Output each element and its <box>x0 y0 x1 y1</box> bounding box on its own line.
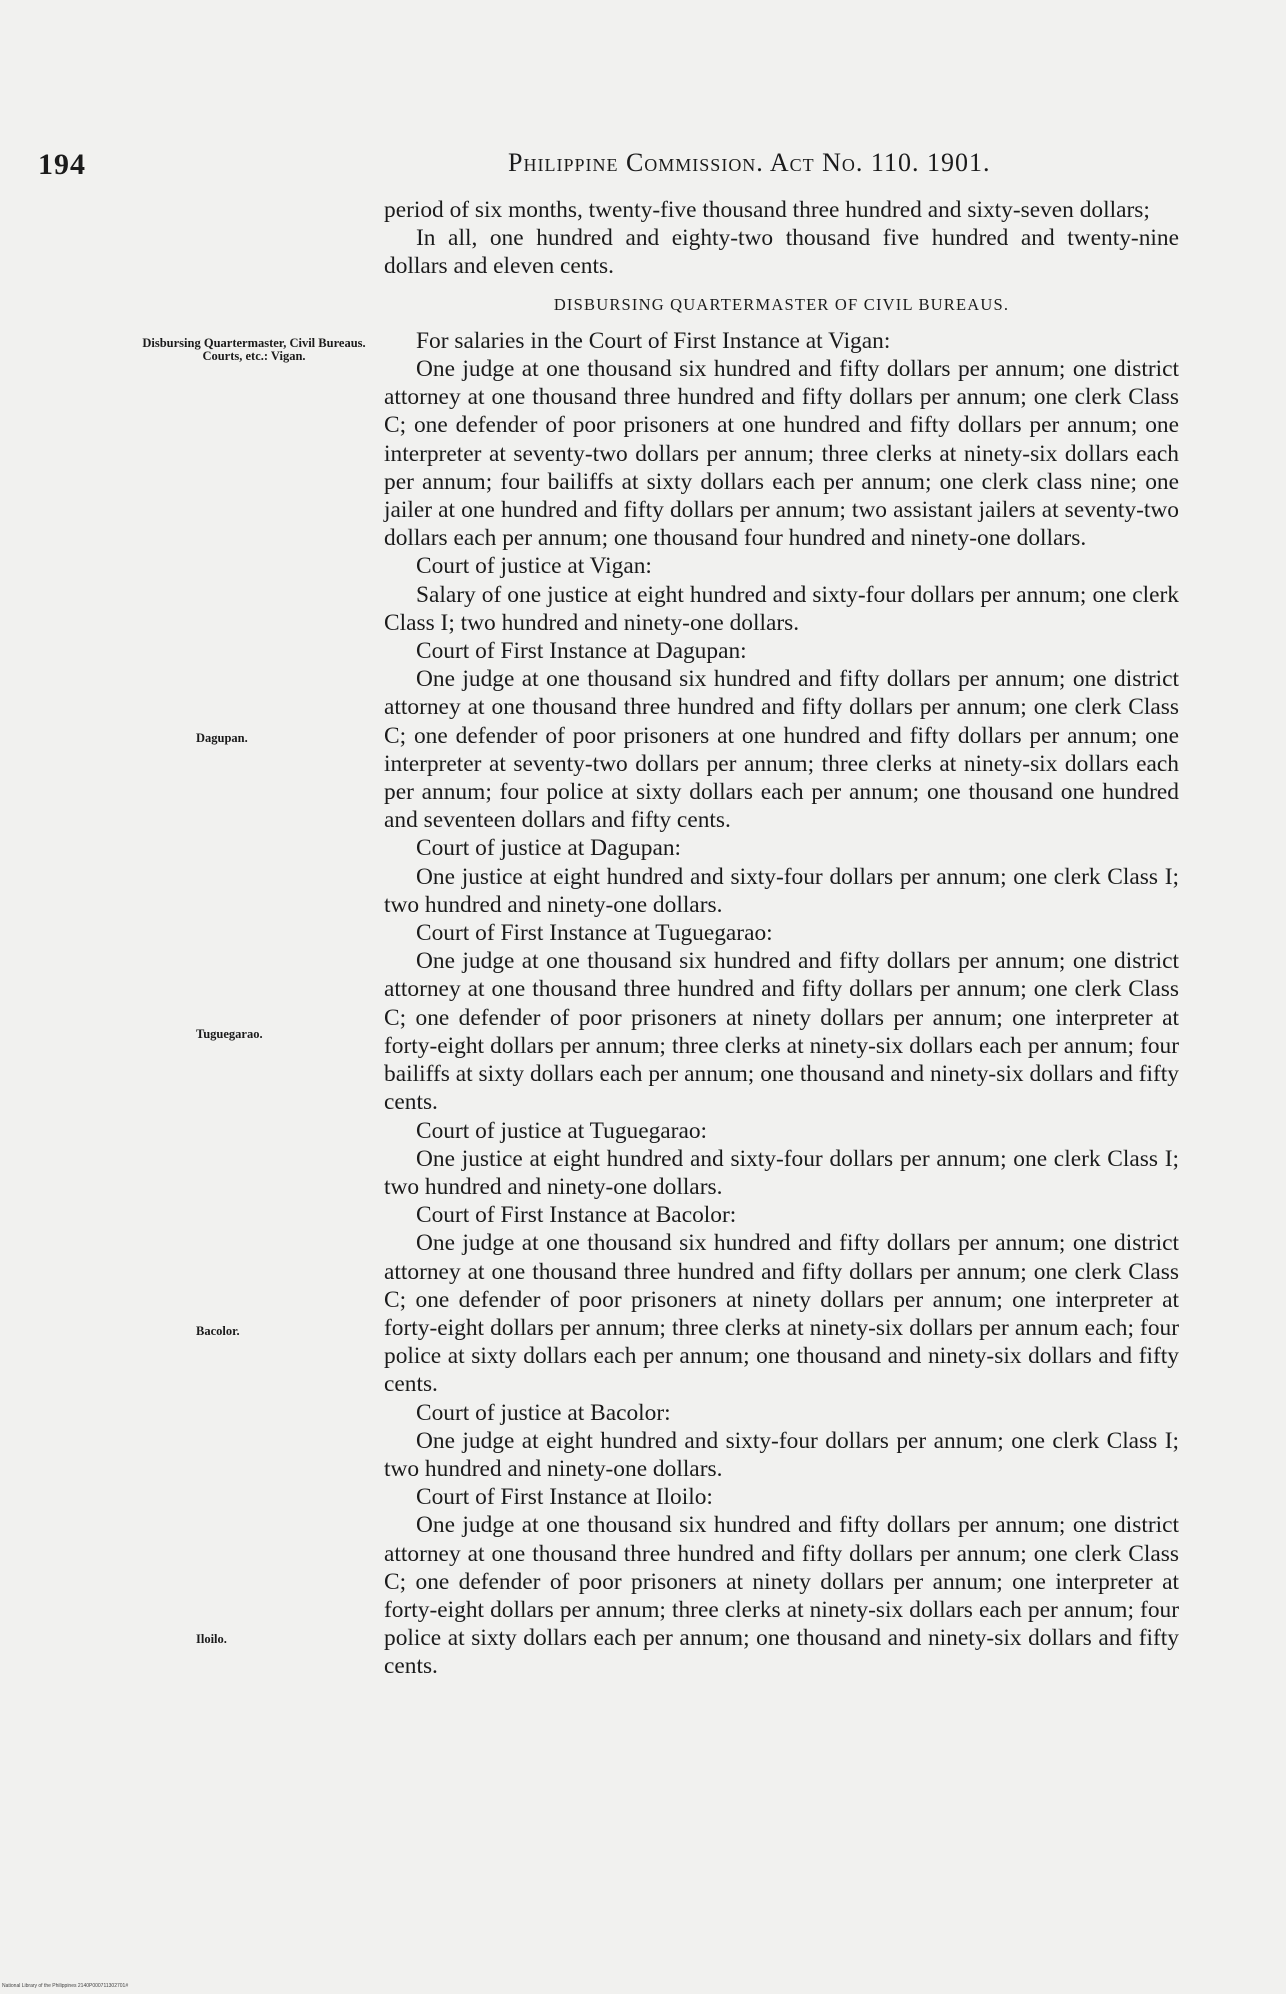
paragraph: Court of First Instance at Bacolor: <box>416 1202 737 1229</box>
margin-note-iloilo: Iloilo. <box>196 1632 227 1646</box>
scan-credit: National Library of the Philippines 2140P000711302701# <box>2 1983 129 1989</box>
paragraph: One justice at eight hundred and sixty-four dollars per annum; one clerk Class I; two hundred and ninety-one dollars. <box>384 863 1179 918</box>
paragraph: One judge at one thousand six hundred and fifty dollars per annum; one district attorney at one thousand three hundred and fifty dollars per annum; one clerk Class C; one defender of poor prisoners at ninety dollars per annum; one interpreter at forty-eight dollars per annum; three clerks at ninety-six dollars per annum each; four police at sixty dollars each per annum; one thousand and ninety-six dollars and fifty cents. <box>384 1230 1179 1398</box>
paragraph: period of six months, twenty-five thousand three hundred and sixty-seven dollars; <box>384 197 1150 223</box>
paragraph: One judge at eight hundred and sixty-four dollars per annum; one clerk Class I; two hundred and ninety-one dollars. <box>384 1427 1179 1482</box>
running-head: Philippine Commission. Act No. 110. 1901. <box>508 148 991 177</box>
margin-note-bacolor: Bacolor. <box>196 1324 240 1338</box>
paragraph: Court of First Instance at Dagupan: <box>416 638 747 665</box>
margin-note-vigan: Disbursing Quartermaster, Civil Bureaus. Courts, etc.: Vigan. <box>142 336 366 363</box>
paragraph: Court of First Instance at Tuguegarao: <box>416 920 773 947</box>
paragraph: One judge at one thousand six hundred and fifty dollars per annum; one district attorney at one thousand three hundred and fifty dollars per annum; one clerk Class C; one defender of poor prisoners at one hundred and fifty dollars per annum; one interpreter at seventy-two dollars per annum; three clerks at ninety-six dollars each per annum; four bailiffs at sixty dollars each per annum; one clerk class nine; one jailer at one hundred and fifty dollars per annum; two assistant jailers at seventy-two dollars each per annum; one thousand four hundred and ninety-one dollars. <box>384 356 1179 552</box>
paragraph: One judge at one thousand six hundred and fifty dollars per annum; one district attorney at one thousand three hundred and fifty dollars per annum; one clerk Class C; one defender of poor prisoners at one hundred and fifty dollars per annum; one interpreter at seventy-two dollars per annum; three clerks at ninety-six dollars each per annum; four police at sixty dollars each per annum; one thousand one hundred and seventeen dollars and fifty cents. <box>384 666 1179 834</box>
paragraph: Court of justice at Dagupan: <box>416 835 682 862</box>
section-heading: DISBURSING QUARTERMASTER OF CIVIL BUREAUS. <box>553 294 1010 314</box>
paragraph: For salaries in the Court of First Instance at Vigan: <box>416 327 891 354</box>
paragraph: Court of justice at Bacolor: <box>416 1399 671 1426</box>
paragraph: One judge at one thousand six hundred and fifty dollars per annum; one district attorney at one thousand three hundred and fifty dollars per annum; one clerk Class C; one defender of poor prisoners at ninety dollars per annum; one interpreter at forty-eight dollars per annum; three clerks at ninety-six dollars each per annum; four police at sixty dollars each per annum; one thousand and ninety-six dollars and fifty cents. <box>384 1512 1179 1680</box>
margin-note-tuguegarao: Tuguegarao. <box>196 1027 263 1041</box>
body-text <box>384 196 1179 1681</box>
page-number: 194 <box>38 148 86 181</box>
paragraph: In all, one hundred and eighty-two thousand five hundred and twenty-nine dollars and eleven cents. <box>384 225 1179 280</box>
paragraph: Court of justice at Tuguegarao: <box>416 1117 708 1144</box>
margin-note-dagupan: Dagupan. <box>196 731 248 745</box>
paragraph: Salary of one justice at eight hundred and sixty-four dollars per annum; one clerk Class I; two hundred and ninety-one dollars. <box>384 581 1179 636</box>
paragraph: Court of First Instance at Iloilo: <box>416 1484 713 1511</box>
paragraph: Court of justice at Vigan: <box>416 553 652 580</box>
paragraph: One justice at eight hundred and sixty-four dollars per annum; one clerk Class I; two hundred and ninety-one dollars. <box>384 1145 1179 1200</box>
paragraph: One judge at one thousand six hundred and fifty dollars per annum; one district attorney at one thousand three hundred and fifty dollars per annum; one clerk Class C; one defender of poor prisoners at ninety dollars per annum; one interpreter at forty-eight dollars per annum; three clerks at ninety-six dollars each per annum; four bailiffs at sixty dollars each per annum; one thousand and ninety-six dollars and fifty cents. <box>384 948 1179 1116</box>
